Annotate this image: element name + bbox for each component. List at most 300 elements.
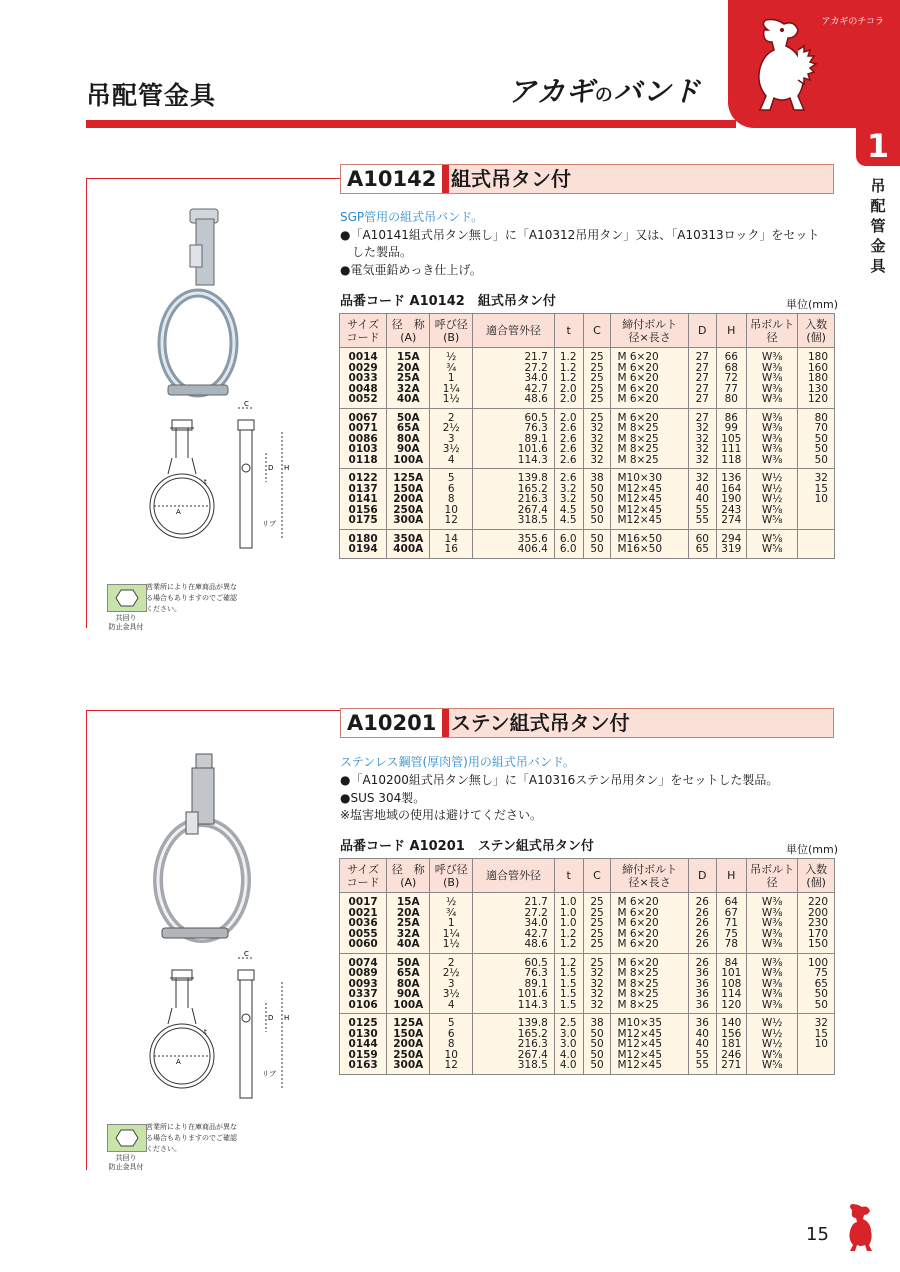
table-cell: M12×45 bbox=[611, 1050, 688, 1061]
spec-table bbox=[339, 313, 835, 559]
table-cell: 220 bbox=[798, 893, 835, 908]
table-cell: 66 bbox=[716, 348, 746, 363]
chapter-tab[interactable]: 1 bbox=[856, 88, 900, 166]
column-header: サイズ コード bbox=[340, 314, 387, 348]
table-cell: 300A bbox=[387, 1060, 430, 1074]
column-header: 吊ボルト 径 bbox=[746, 314, 798, 348]
table-cell: 0014 bbox=[340, 348, 387, 363]
page-number: 15 bbox=[806, 1224, 829, 1245]
table-cell: 267.4 bbox=[473, 1050, 555, 1061]
table-cell: 2.0 bbox=[554, 394, 583, 408]
column-header: 呼び径 (B) bbox=[430, 314, 473, 348]
dim-label-d: D bbox=[268, 1014, 274, 1022]
table-row bbox=[340, 529, 835, 544]
table-cell: 101.6 bbox=[473, 989, 555, 1000]
table-cell: 139.8 bbox=[473, 469, 555, 484]
table-cell: W⅜ bbox=[746, 423, 798, 434]
table-cell bbox=[798, 1060, 835, 1074]
table-cell: W⅜ bbox=[746, 444, 798, 455]
table-cell: 150A bbox=[387, 484, 430, 495]
table-cell: 100A bbox=[387, 1000, 430, 1014]
table-cell: W½ bbox=[746, 1029, 798, 1040]
table-cell: 50 bbox=[583, 544, 611, 558]
table-cell: 1 bbox=[430, 373, 473, 384]
table-cell: 0067 bbox=[340, 408, 387, 423]
table-cell: 139.8 bbox=[473, 1014, 555, 1029]
table-cell bbox=[798, 1050, 835, 1061]
table-row bbox=[340, 394, 835, 408]
column-header: H bbox=[716, 859, 746, 893]
table-cell: 50 bbox=[798, 989, 835, 1000]
section1-table-title: 品番コード A10142 組式吊タン付 bbox=[340, 294, 556, 309]
table-cell: 3.2 bbox=[554, 484, 583, 495]
spec-table bbox=[339, 858, 835, 1075]
table-cell: W⅜ bbox=[746, 373, 798, 384]
dim-label-h: H bbox=[284, 464, 290, 472]
table-cell: 38 bbox=[583, 469, 611, 484]
table-cell: 32 bbox=[583, 989, 611, 1000]
table-cell: 0175 bbox=[340, 515, 387, 529]
dinosaur-mascot-icon bbox=[740, 10, 830, 120]
table-cell: 36 bbox=[688, 968, 716, 979]
table-cell bbox=[798, 544, 835, 558]
table-cell: 26 bbox=[688, 953, 716, 968]
table-cell: 25 bbox=[583, 384, 611, 395]
table-cell: 65A bbox=[387, 423, 430, 434]
table-cell: 1.2 bbox=[554, 929, 583, 940]
dim-label-d: D bbox=[268, 464, 274, 472]
table-cell: 40 bbox=[688, 484, 716, 495]
table-cell: 36 bbox=[688, 979, 716, 990]
table-cell: W½ bbox=[746, 1039, 798, 1050]
table-cell: 27.2 bbox=[473, 908, 555, 919]
table-cell: 75 bbox=[716, 929, 746, 940]
table-cell: W⅜ bbox=[746, 363, 798, 374]
table-cell: 0122 bbox=[340, 469, 387, 484]
table-cell: 318.5 bbox=[473, 1060, 555, 1074]
table-cell: 4.5 bbox=[554, 515, 583, 529]
table-cell: M12×45 bbox=[611, 515, 688, 529]
table-cell: W⅜ bbox=[746, 968, 798, 979]
table-cell: M16×50 bbox=[611, 544, 688, 558]
table-cell: 90A bbox=[387, 989, 430, 1000]
table-cell: 0021 bbox=[340, 908, 387, 919]
table-cell: 89.1 bbox=[473, 434, 555, 445]
table-row bbox=[340, 1039, 835, 1050]
table-cell: 21.7 bbox=[473, 348, 555, 363]
table-cell: 70 bbox=[798, 423, 835, 434]
section1-bullet: ●「A10141組式吊タン無し」に「A10312吊用タン」又は、「A10313ロック」をセット bbox=[340, 228, 820, 242]
table-cell: 2.6 bbox=[554, 423, 583, 434]
table-cell: 230 bbox=[798, 918, 835, 929]
table-cell: M 8×25 bbox=[611, 968, 688, 979]
table-cell: 34.0 bbox=[473, 373, 555, 384]
column-header: サイズ コード bbox=[340, 859, 387, 893]
table-cell: 0194 bbox=[340, 544, 387, 558]
table-cell: 216.3 bbox=[473, 494, 555, 505]
table-cell: 5 bbox=[430, 1014, 473, 1029]
table-cell: 101 bbox=[716, 968, 746, 979]
table-cell: 10 bbox=[798, 1039, 835, 1050]
table-cell: M 6×20 bbox=[611, 373, 688, 384]
table-cell: 136 bbox=[716, 469, 746, 484]
table-cell: 2.6 bbox=[554, 434, 583, 445]
table-cell: 36 bbox=[688, 989, 716, 1000]
table-cell: 2 bbox=[430, 408, 473, 423]
section1-frame-top bbox=[86, 178, 340, 179]
column-header: 呼び径 (B) bbox=[430, 859, 473, 893]
table-cell: M12×45 bbox=[611, 494, 688, 505]
table-cell: 1½ bbox=[430, 394, 473, 408]
table-cell: 294 bbox=[716, 529, 746, 544]
table-cell: 150 bbox=[798, 939, 835, 953]
table-cell: 25 bbox=[583, 918, 611, 929]
table-cell: 1 bbox=[430, 918, 473, 929]
product-code: A10201 bbox=[341, 709, 449, 737]
table-cell: M 6×20 bbox=[611, 408, 688, 423]
product-name: ステン組式吊タン付 bbox=[451, 711, 630, 735]
table-cell: 60 bbox=[688, 529, 716, 544]
table-row bbox=[340, 348, 835, 363]
table-cell: 10 bbox=[430, 1050, 473, 1061]
table-cell: 8 bbox=[430, 494, 473, 505]
section1-lead: SGP管用の組式吊バンド。 bbox=[340, 210, 484, 224]
table-cell: 120 bbox=[798, 394, 835, 408]
section2-table-title: 品番コード A10201 ステン組式吊タン付 bbox=[340, 839, 594, 854]
table-cell: 36 bbox=[688, 1014, 716, 1029]
table-cell: 10 bbox=[798, 494, 835, 505]
table-cell: 50 bbox=[583, 1029, 611, 1040]
dim-label-h: H bbox=[284, 1014, 290, 1022]
table-cell: 50 bbox=[583, 515, 611, 529]
table-cell: 4 bbox=[430, 1000, 473, 1014]
table-row bbox=[340, 494, 835, 505]
header-rule bbox=[86, 120, 736, 128]
table-cell: M 8×25 bbox=[611, 423, 688, 434]
table-cell: 140 bbox=[716, 1014, 746, 1029]
table-cell: 4.0 bbox=[554, 1050, 583, 1061]
table-row bbox=[340, 953, 835, 968]
table-cell: 1¼ bbox=[430, 929, 473, 940]
table-cell: 15 bbox=[798, 1029, 835, 1040]
table-row bbox=[340, 939, 835, 953]
table-cell: 25A bbox=[387, 918, 430, 929]
table-cell: 319 bbox=[716, 544, 746, 558]
table-cell: 0071 bbox=[340, 423, 387, 434]
table-cell: 99 bbox=[716, 423, 746, 434]
table-cell: 0052 bbox=[340, 394, 387, 408]
table-cell bbox=[798, 515, 835, 529]
table-cell: M 6×20 bbox=[611, 908, 688, 919]
table-cell: 60.5 bbox=[473, 953, 555, 968]
table-cell: 27.2 bbox=[473, 363, 555, 374]
table-cell: 25 bbox=[583, 893, 611, 908]
table-cell: 50 bbox=[583, 529, 611, 544]
table-cell: M10×30 bbox=[611, 469, 688, 484]
table-cell: 0086 bbox=[340, 434, 387, 445]
table-cell: 40A bbox=[387, 939, 430, 953]
stock-note: 営業所により在庫商品が異なる場合もありますのでご確認ください。 bbox=[146, 1123, 237, 1153]
column-header: 径 称 (A) bbox=[387, 314, 430, 348]
table-cell: 0144 bbox=[340, 1039, 387, 1050]
column-header: 適合管外径 bbox=[473, 314, 555, 348]
table-row bbox=[340, 893, 835, 908]
table-row bbox=[340, 444, 835, 455]
table-cell: 50 bbox=[798, 1000, 835, 1014]
table-cell: 25 bbox=[583, 348, 611, 363]
table-cell: 180 bbox=[798, 373, 835, 384]
table-cell: 65A bbox=[387, 968, 430, 979]
table-cell: 32 bbox=[688, 423, 716, 434]
table-cell: 50 bbox=[798, 434, 835, 445]
table-cell: ¾ bbox=[430, 363, 473, 374]
hex-nut-icon bbox=[108, 1125, 146, 1151]
table-cell: M 8×25 bbox=[611, 1000, 688, 1014]
table-cell: 318.5 bbox=[473, 515, 555, 529]
table-cell: 10 bbox=[430, 505, 473, 516]
table-cell: 0033 bbox=[340, 373, 387, 384]
table-cell: 0029 bbox=[340, 363, 387, 374]
column-header: 径 称 (A) bbox=[387, 859, 430, 893]
mascot-label: アカギのチコラ bbox=[821, 17, 884, 27]
table-cell: 400A bbox=[387, 544, 430, 558]
table-cell: 40 bbox=[688, 494, 716, 505]
table-cell: 243 bbox=[716, 505, 746, 516]
table-cell: ½ bbox=[430, 893, 473, 908]
table-cell: 3½ bbox=[430, 444, 473, 455]
table-cell: 80 bbox=[716, 394, 746, 408]
table-cell: M10×35 bbox=[611, 1014, 688, 1029]
table-cell: 0125 bbox=[340, 1014, 387, 1029]
column-header: 締付ボルト 径×長さ bbox=[611, 859, 688, 893]
table-cell: M 8×25 bbox=[611, 455, 688, 469]
table-cell: 75 bbox=[798, 968, 835, 979]
table-cell: 50 bbox=[798, 455, 835, 469]
table-cell: W½ bbox=[746, 1014, 798, 1029]
table-cell: 32 bbox=[583, 434, 611, 445]
section2-bullet: ※塩害地域の使用は避けてください。 bbox=[340, 808, 543, 822]
table-cell: 2.0 bbox=[554, 384, 583, 395]
table-cell: 26 bbox=[688, 929, 716, 940]
table-cell: 50 bbox=[583, 1039, 611, 1050]
table-cell: M12×45 bbox=[611, 1039, 688, 1050]
table-cell: 78 bbox=[716, 939, 746, 953]
table-cell: 32A bbox=[387, 384, 430, 395]
column-header: C bbox=[583, 314, 611, 348]
table-cell: 114.3 bbox=[473, 1000, 555, 1014]
table-cell: 6.0 bbox=[554, 544, 583, 558]
table-cell: 6 bbox=[430, 484, 473, 495]
table-cell: 1.5 bbox=[554, 989, 583, 1000]
table-cell: 114 bbox=[716, 989, 746, 1000]
table-cell: 67 bbox=[716, 908, 746, 919]
anti-rotation-label: 共回り 防止金具付 bbox=[108, 1154, 144, 1171]
table-cell: W⅜ bbox=[746, 384, 798, 395]
table-cell: W⅜ bbox=[746, 989, 798, 1000]
table-cell: 55 bbox=[688, 515, 716, 529]
table-cell: 48.6 bbox=[473, 394, 555, 408]
table-row bbox=[340, 408, 835, 423]
table-row bbox=[340, 968, 835, 979]
table-row bbox=[340, 515, 835, 529]
table-cell: 267.4 bbox=[473, 505, 555, 516]
table-cell: 2.6 bbox=[554, 444, 583, 455]
table-cell: 20A bbox=[387, 363, 430, 374]
table-cell: 65 bbox=[798, 979, 835, 990]
table-cell: 8 bbox=[430, 1039, 473, 1050]
table-cell: 1.2 bbox=[554, 348, 583, 363]
table-cell: 1.2 bbox=[554, 953, 583, 968]
table-cell: 32 bbox=[583, 455, 611, 469]
dim-label-rib: リブ bbox=[262, 1070, 276, 1078]
column-header: C bbox=[583, 859, 611, 893]
table-row bbox=[340, 455, 835, 469]
column-header: 適合管外径 bbox=[473, 859, 555, 893]
table-cell: 1.2 bbox=[554, 363, 583, 374]
table-header-row bbox=[340, 314, 835, 348]
table-row bbox=[340, 918, 835, 929]
table-cell: 165.2 bbox=[473, 1029, 555, 1040]
table-cell: W⅜ bbox=[746, 918, 798, 929]
table-cell: 48.6 bbox=[473, 939, 555, 953]
table-cell: 20A bbox=[387, 908, 430, 919]
column-header: 入数 (個) bbox=[798, 859, 835, 893]
table-cell: 89.1 bbox=[473, 979, 555, 990]
table-cell: 25 bbox=[583, 394, 611, 408]
table-row bbox=[340, 989, 835, 1000]
stock-note: 営業所により在庫商品が異なる場合もありますのでご確認ください。 bbox=[146, 583, 237, 613]
table-cell: 55 bbox=[688, 505, 716, 516]
table-cell: 1¼ bbox=[430, 384, 473, 395]
column-header: D bbox=[688, 859, 716, 893]
table-cell: 0017 bbox=[340, 893, 387, 908]
table-row bbox=[340, 544, 835, 558]
table-cell: 72 bbox=[716, 373, 746, 384]
anti-rotation-badge bbox=[107, 584, 147, 612]
table-cell: 12 bbox=[430, 515, 473, 529]
table-cell: 0093 bbox=[340, 979, 387, 990]
table-cell: W⅝ bbox=[746, 505, 798, 516]
table-cell: 156 bbox=[716, 1029, 746, 1040]
unit-label: 単位(mm) bbox=[786, 843, 839, 856]
table-cell: 50A bbox=[387, 408, 430, 423]
chapter-label: 吊配管金具 bbox=[870, 177, 886, 275]
section1-bullet: ●電気亜鉛めっき仕上げ。 bbox=[340, 263, 482, 277]
table-cell: 25 bbox=[583, 929, 611, 940]
table-cell: 101.6 bbox=[473, 444, 555, 455]
table-cell: 80 bbox=[798, 408, 835, 423]
table-cell: 300A bbox=[387, 515, 430, 529]
table-cell: 271 bbox=[716, 1060, 746, 1074]
dim-label-c: C bbox=[244, 400, 249, 408]
table-cell: 250A bbox=[387, 505, 430, 516]
table-cell: W⅝ bbox=[746, 544, 798, 558]
table-cell: 32 bbox=[688, 469, 716, 484]
hex-nut-icon bbox=[108, 585, 146, 611]
table-cell: M12×45 bbox=[611, 1060, 688, 1074]
table-cell: W⅝ bbox=[746, 1050, 798, 1061]
table-cell: 36 bbox=[688, 1000, 716, 1014]
table-cell: 32 bbox=[688, 434, 716, 445]
table-cell: 90A bbox=[387, 444, 430, 455]
table-cell: ¾ bbox=[430, 908, 473, 919]
table-cell: 25 bbox=[583, 408, 611, 423]
table-cell: 1.0 bbox=[554, 893, 583, 908]
table-cell: 55 bbox=[688, 1060, 716, 1074]
table-cell: 25 bbox=[583, 363, 611, 374]
table-cell: 68 bbox=[716, 363, 746, 374]
table-cell: M 8×25 bbox=[611, 979, 688, 990]
section2-title-bar bbox=[340, 708, 834, 738]
table-cell: 274 bbox=[716, 515, 746, 529]
table-cell: 105 bbox=[716, 434, 746, 445]
table-cell: 15A bbox=[387, 348, 430, 363]
table-cell: 25A bbox=[387, 373, 430, 384]
table-cell: 34.0 bbox=[473, 918, 555, 929]
table-cell: 25 bbox=[583, 373, 611, 384]
dim-label-a: A bbox=[176, 1058, 181, 1066]
table-cell: 2½ bbox=[430, 968, 473, 979]
table-cell: 21.7 bbox=[473, 893, 555, 908]
table-cell: 26 bbox=[688, 893, 716, 908]
section2-bullet: ●「A10200組式吊タン無し」に「A10316ステン吊用タン」をセットした製品。 bbox=[340, 773, 779, 787]
table-cell: 0141 bbox=[340, 494, 387, 505]
table-cell: M 6×20 bbox=[611, 363, 688, 374]
table-cell: 80A bbox=[387, 434, 430, 445]
table-cell: 71 bbox=[716, 918, 746, 929]
table-cell: 1.0 bbox=[554, 918, 583, 929]
table-cell: 3½ bbox=[430, 989, 473, 1000]
table-cell: 1.5 bbox=[554, 968, 583, 979]
dinosaur-mascot-icon bbox=[838, 1200, 882, 1252]
table-cell: 120 bbox=[716, 1000, 746, 1014]
table-row bbox=[340, 423, 835, 434]
table-cell: 0130 bbox=[340, 1029, 387, 1040]
table-cell: 190 bbox=[716, 494, 746, 505]
brand-logo: アカギのバンド bbox=[508, 75, 701, 108]
table-cell: 200A bbox=[387, 1039, 430, 1050]
table-cell: 3.0 bbox=[554, 1029, 583, 1040]
table-cell: 84 bbox=[716, 953, 746, 968]
table-cell: M 8×25 bbox=[611, 989, 688, 1000]
hanger-band-photo bbox=[150, 205, 260, 405]
table-cell: 32 bbox=[583, 968, 611, 979]
table-cell: 164 bbox=[716, 484, 746, 495]
dim-label-c: C bbox=[244, 950, 249, 958]
table-cell: W⅜ bbox=[746, 953, 798, 968]
table-cell: M 6×20 bbox=[611, 893, 688, 908]
table-row bbox=[340, 1014, 835, 1029]
table-cell: 50 bbox=[583, 1060, 611, 1074]
table-cell: 32 bbox=[583, 1000, 611, 1014]
table-cell: W⅝ bbox=[746, 515, 798, 529]
table-cell: 200A bbox=[387, 494, 430, 505]
table-cell: 32 bbox=[798, 1014, 835, 1029]
table-cell: 32 bbox=[583, 423, 611, 434]
table-cell: 64 bbox=[716, 893, 746, 908]
table-cell: 125A bbox=[387, 469, 430, 484]
table-cell: 2 bbox=[430, 953, 473, 968]
table-cell bbox=[798, 529, 835, 544]
unit-label: 単位(mm) bbox=[786, 298, 839, 311]
table-row bbox=[340, 373, 835, 384]
table-cell: 1½ bbox=[430, 939, 473, 953]
table-cell: 32A bbox=[387, 929, 430, 940]
table-cell: 1.5 bbox=[554, 1000, 583, 1014]
table-cell: M 6×20 bbox=[611, 953, 688, 968]
table-cell: 111 bbox=[716, 444, 746, 455]
table-cell: 50 bbox=[583, 1050, 611, 1061]
